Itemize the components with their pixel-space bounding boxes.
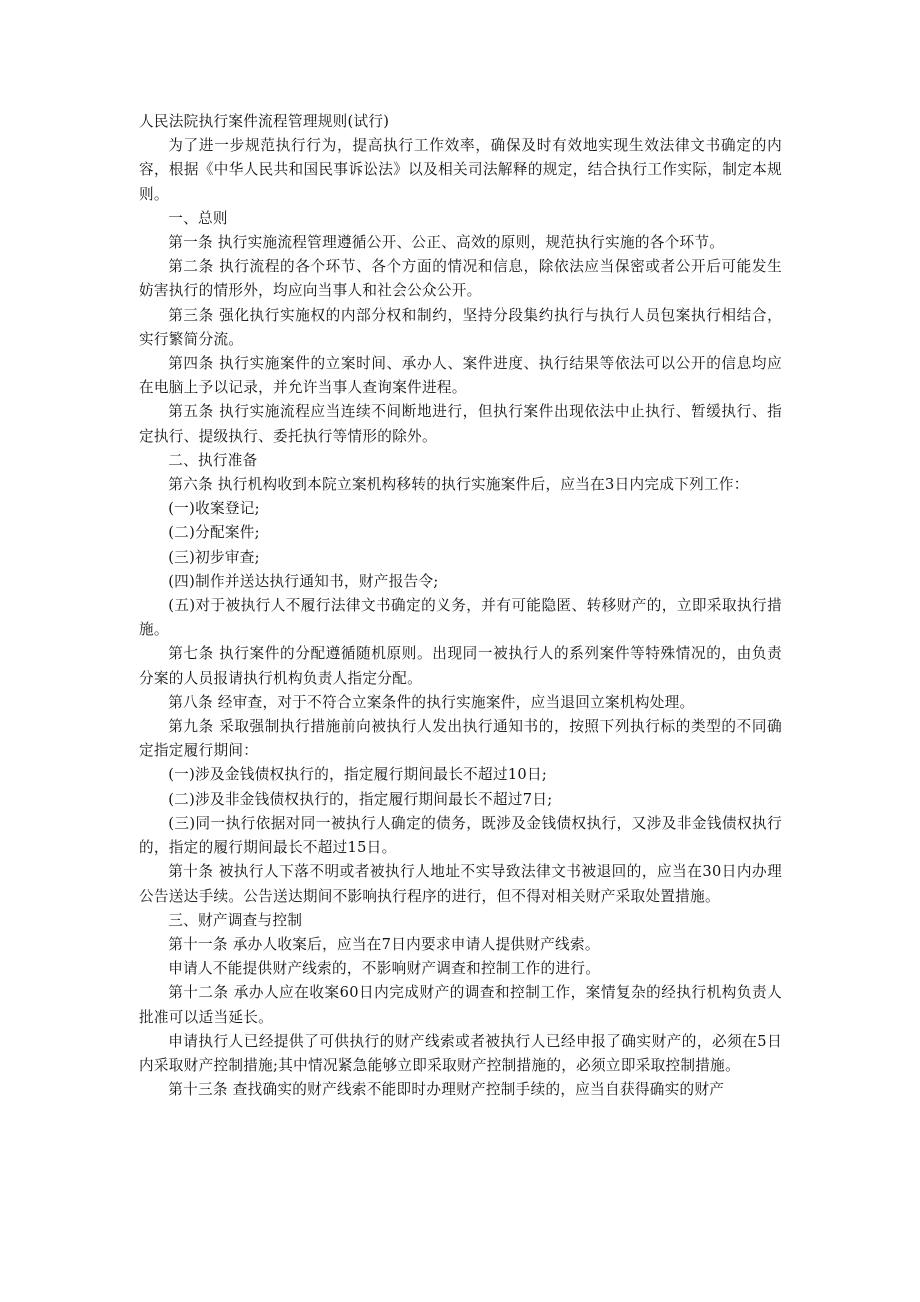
section-heading-property: 三、财产调查与控制 xyxy=(168,911,303,929)
article-9-item-3: (三)同一执行依据对同一被执行人确定的债务，既涉及金钱债权执行，又涉及非金钱债权执行的，指定的履行期间最长不超过15日。 xyxy=(139,814,782,857)
article-5: 第五条 执行实施流程应当连续不间断地进行，但执行案件出现依法中止执行、暂缓执行、指定执行、提级执行、委托执行等情形的除外。 xyxy=(139,403,782,445)
article-7: 第七条 执行案件的分配遵循随机原则。出现同一被执行人的系列案件等特殊情况的，由负责分案的人员报请执行机构负责人指定分配。 xyxy=(139,645,782,687)
article-6-item-1: (一)收案登记; xyxy=(168,500,260,518)
section-heading-preparation: 二、执行准备 xyxy=(168,451,258,469)
article-12-para-2: 申请执行人已经提供了可供执行的财产线索或者被执行人已经申报了确实财产的，必须在5日内采取财产控制措施;其中情况紧急能够立即采取财产控制措施的，必须立即采取控制措施。 xyxy=(139,1032,782,1074)
article-11: 第十一条 承办人收案后，应当在7日内要求申请人提供财产线索。 xyxy=(168,935,600,953)
article-13: 第十三条 查找确实的财产线索不能即时办理财产控制手续的，应当自获得确实的财产 xyxy=(168,1081,725,1099)
article-1: 第一条 执行实施流程管理遵循公开、公正、高效的原则，规范执行实施的各个环节。 xyxy=(168,234,725,252)
section-heading-general: 一、总则 xyxy=(168,209,228,227)
article-2: 第二条 执行流程的各个环节、各个方面的情况和信息，除依法应当保密或者公开后可能发生妨害执行的情形外，均应向当事人和社会公众公开。 xyxy=(139,258,782,300)
article-9: 第九条 采取强制执行措施前向被执行人发出执行通知书的，按照下列执行标的类型的不同确定指定履行期间： xyxy=(139,718,782,760)
article-4: 第四条 执行实施案件的立案时间、承办人、案件进度、执行结果等依法可以公开的信息均应在电脑上予以记录，并允许当事人查询案件进程。 xyxy=(139,355,782,397)
article-9-item-2: (二)涉及非金钱债权执行的，指定履行期间最长不超过7日; xyxy=(168,790,553,808)
article-12: 第十二条 承办人应在收案60日内完成财产的调查和控制工作，案情复杂的经执行机构负责人批准可以适当延长。 xyxy=(139,984,782,1026)
article-6: 第六条 执行机构收到本院立案机构移转的执行实施案件后，应当在3日内完成下列工作： xyxy=(168,476,749,494)
article-6-item-5: (五)对于被执行人不履行法律文书确定的义务，并有可能隐匿、转移财产的，立即采取执行措施。 xyxy=(139,597,782,639)
article-10: 第十条 被执行人下落不明或者被执行人地址不实导致法律文书被退回的，应当在30日内办理公告送达手续。公告送达期间不影响执行程序的进行，但不得对相关财产采取处置措施。 xyxy=(139,863,782,905)
article-11-para-2: 申请人不能提供财产线索的，不影响财产调查和控制工作的进行。 xyxy=(168,960,601,978)
article-8: 第八条 经审查，对于不符合立案条件的执行实施案件，应当退回立案机构处理。 xyxy=(168,693,695,711)
article-6-item-2: (二)分配案件; xyxy=(168,524,260,542)
preamble-paragraph: 为了进一步规范执行行为，提高执行工作效率，确保及时有效地实现生效法律文书确定的内容，根据《中华人民共和国民事诉讼法》以及相关司法解释的规定，结合执行工作实际，制定本规则。 xyxy=(139,137,782,203)
article-6-item-4: (四)制作并送达执行通知书，财产报告令; xyxy=(168,572,439,590)
article-9-item-1: (一)涉及金钱债权执行的，指定履行期间最长不超过10日; xyxy=(168,766,548,784)
document-body xyxy=(139,110,782,1102)
article-3: 第三条 强化执行实施权的内部分权和制约，坚持分段集约执行与执行人员包案执行相结合，实行繁简分流。 xyxy=(139,306,782,348)
document-title: 人民法院执行案件流程管理规则(试行) xyxy=(139,113,390,130)
article-6-item-3: (三)初步审查; xyxy=(168,548,260,566)
